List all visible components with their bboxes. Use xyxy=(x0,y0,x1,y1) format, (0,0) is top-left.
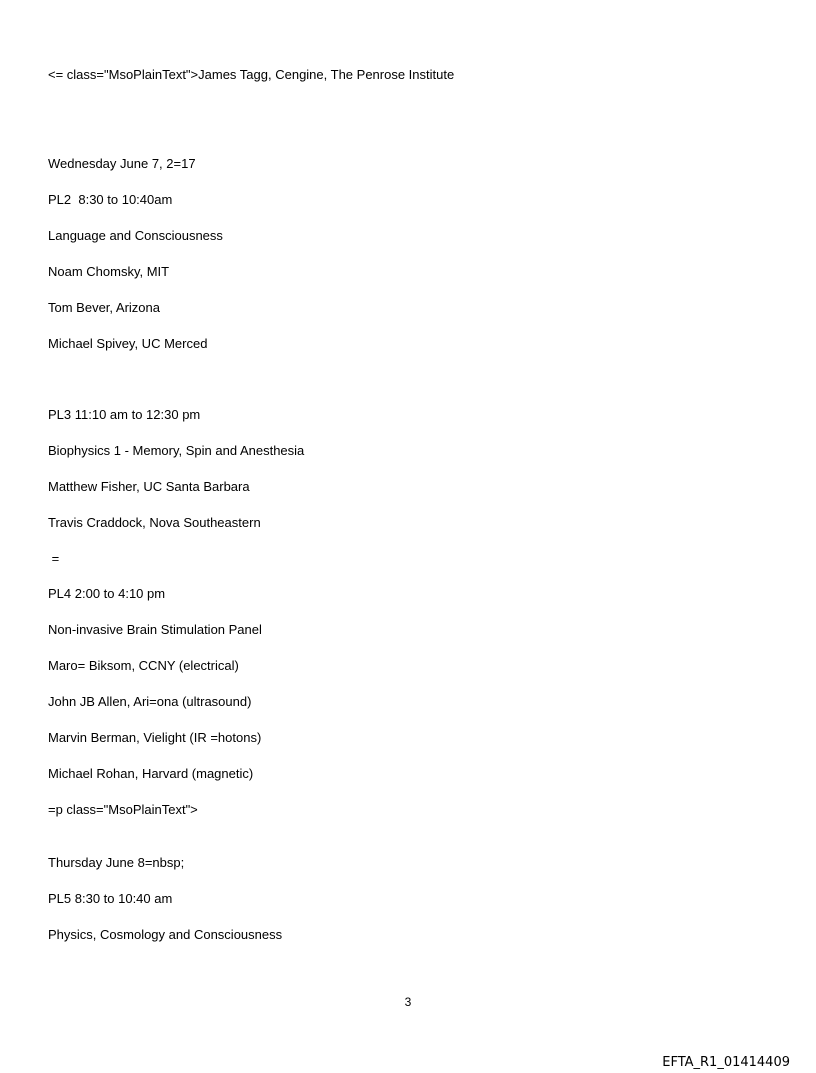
text-line: Thursday June 8=nbsp; xyxy=(48,855,185,870)
text-line: PL3 11:10 am to 12:30 pm xyxy=(48,407,201,422)
text-line: Wednesday June 7, 2=17 xyxy=(48,156,196,171)
text-line: Michael Spivey, UC Merced xyxy=(48,336,208,351)
text-line: Biophysics 1 - Memory, Spin and Anesthesia xyxy=(48,443,305,458)
text-line: Noam Chomsky, MIT xyxy=(48,264,170,279)
text-line: <= class="MsoPlainText">James Tagg, Cengine, The Penrose Institute xyxy=(48,67,455,82)
text-line: Non-invasive Brain Stimulation Panel xyxy=(48,622,262,637)
text-line: Maro= Biksom, CCNY (electrical) xyxy=(48,658,239,673)
text-line: PL2 8:30 to 10:40am xyxy=(48,192,173,207)
text-line: PL5 8:30 to 10:40 am xyxy=(48,891,173,906)
text-line: = xyxy=(48,551,60,566)
document-id: EFTA_R1_01414409 xyxy=(662,1055,790,1070)
text-line: Language and Consciousness xyxy=(48,228,223,243)
text-line: Michael Rohan, Harvard (magnetic) xyxy=(48,766,254,781)
text-line: Physics, Cosmology and Consciousness xyxy=(48,927,283,942)
page-number: 3 xyxy=(404,995,412,1009)
text-line: Travis Craddock, Nova Southeastern xyxy=(48,515,261,530)
text-line: =p class="MsoPlainText"> xyxy=(48,802,198,817)
text-line: Tom Bever, Arizona xyxy=(48,300,160,315)
text-line: Matthew Fisher, UC Santa Barbara xyxy=(48,479,250,494)
text-line: Marvin Berman, Vielight (IR =hotons) xyxy=(48,730,262,745)
text-line: John JB Allen, Ari=ona (ultrasound) xyxy=(48,694,252,709)
text-line: PL4 2:00 to 4:10 pm xyxy=(48,586,166,601)
